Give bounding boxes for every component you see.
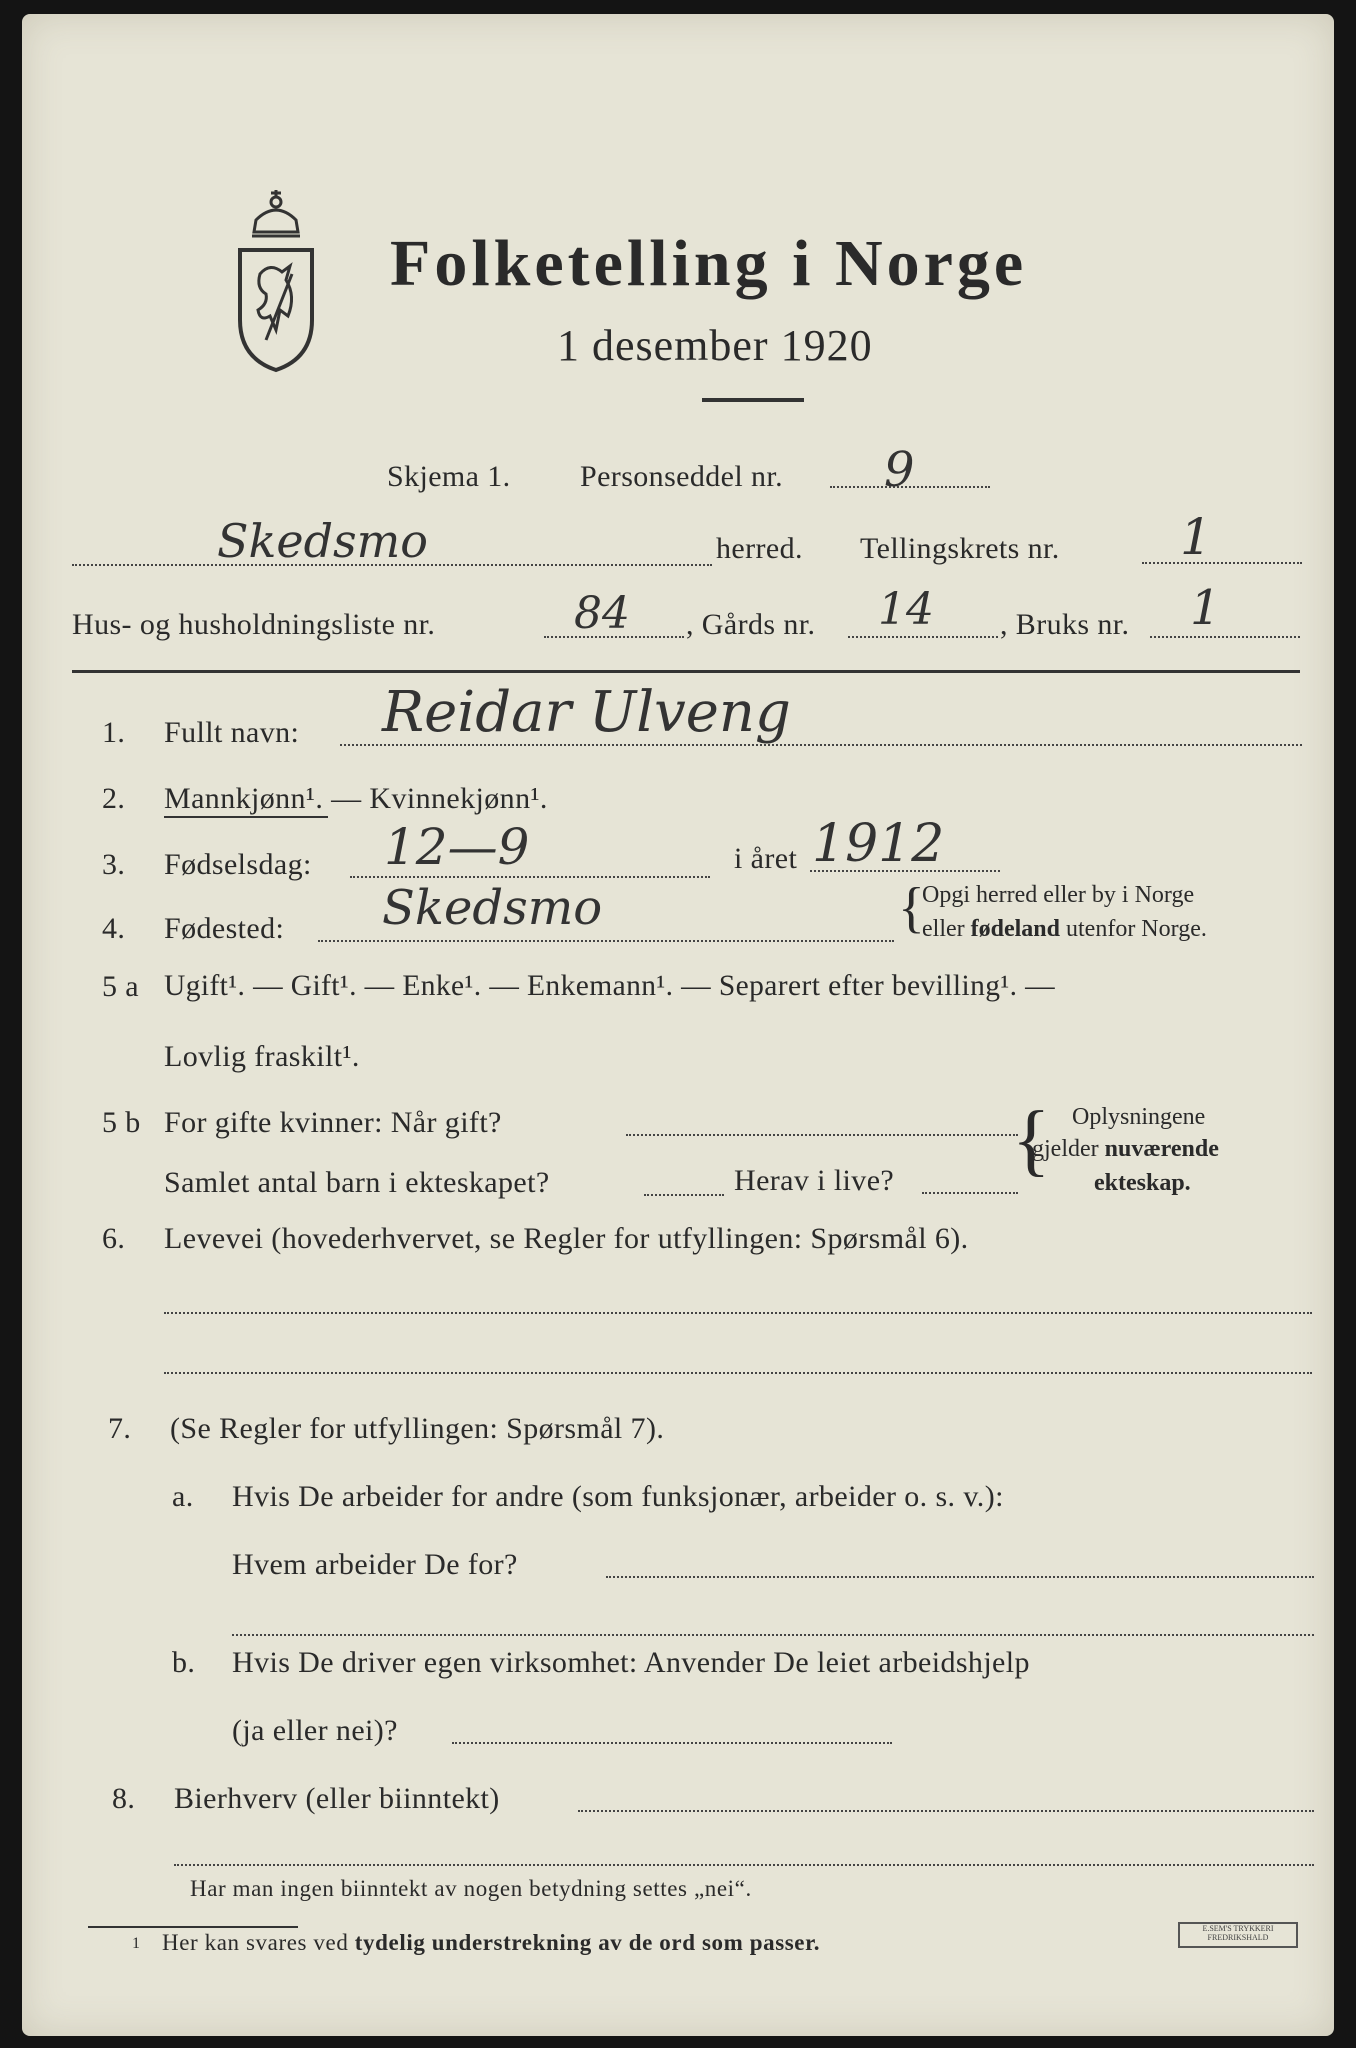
q7b-answer-label: (ja eller nei)? <box>232 1714 398 1747</box>
q4-note-line1: Opgi herred eller by i Norge <box>922 882 1195 908</box>
bruks-value: 1 <box>1190 580 1221 636</box>
q5b-children-label: Samlet antal barn i ekteskapet? <box>164 1166 550 1199</box>
q6-line-2 <box>164 1372 1312 1374</box>
footnote-marker: 1 <box>132 1935 140 1952</box>
q6-line-1 <box>164 1312 1312 1314</box>
q5b-alive-line <box>922 1192 1018 1194</box>
q1-label: Fullt navn: <box>164 716 300 749</box>
husliste-label: Hus- og husholdningsliste nr. <box>72 608 436 641</box>
bruks-line <box>1150 636 1300 638</box>
footnote-rule <box>88 1926 298 1928</box>
gards-value: 14 <box>878 584 934 635</box>
q3-birth-year: 1912 <box>812 814 945 874</box>
q7-number: 7. <box>108 1412 132 1445</box>
herred-line <box>72 564 712 566</box>
personseddel-label: Personseddel nr. <box>580 460 784 493</box>
q2-underline <box>164 816 328 818</box>
q8-number: 8. <box>112 1782 136 1815</box>
herred-value: Skedsmo <box>217 514 428 568</box>
q7b-label: Hvis De driver egen virksomhet: Anvender De leiet arbeidshjelp <box>232 1646 1030 1679</box>
q7b-number: b. <box>172 1646 196 1679</box>
q3-birthdate: 12—9 <box>384 818 530 876</box>
q7-label: (Se Regler for utfyllingen: Spørsmål 7). <box>170 1412 665 1445</box>
q5b-note-line2: gjelder nuværende <box>1032 1136 1219 1162</box>
q7a-employer-line <box>606 1576 1314 1578</box>
q5a-number: 5 a <box>102 970 140 1003</box>
form-date: 1 desember 1920 <box>557 321 873 370</box>
q3-number: 3. <box>102 848 126 881</box>
q3-line <box>350 876 710 878</box>
q3-label: Fødselsdag: <box>164 848 312 881</box>
herred-label: herred. <box>716 532 803 565</box>
form-title: Folketelling i Norge <box>390 227 1028 300</box>
q5b-married-line <box>626 1134 1018 1136</box>
q4-number: 4. <box>102 912 126 945</box>
q8-line-1 <box>578 1810 1314 1812</box>
q6-number: 6. <box>102 1222 126 1255</box>
q5b-label: For gifte kvinner: Når gift? <box>164 1106 502 1139</box>
q5b-note-line3: ekteskap. <box>1094 1170 1191 1196</box>
husliste-value: 84 <box>574 588 630 639</box>
q2-number: 2. <box>102 782 126 815</box>
header-divider <box>72 670 1300 673</box>
q4-label: Fødested: <box>164 912 285 945</box>
q7a-employer-label: Hvem arbeider De for? <box>232 1548 518 1581</box>
footnote-text: Her kan svares ved tydelig understrekning av de ord som passer. <box>162 1930 821 1955</box>
tellingskrets-line <box>1142 562 1302 564</box>
printer-stamp <box>1178 1922 1298 1948</box>
skjema-label: Skjema 1. <box>387 460 511 493</box>
q1-number: 1. <box>102 716 126 749</box>
title-divider <box>702 398 804 402</box>
tellingskrets-value: 1 <box>1180 508 1212 566</box>
q8-line-2 <box>174 1864 1314 1866</box>
q5b-alive-label: Herav i live? <box>734 1164 895 1197</box>
q5b-number: 5 b <box>102 1106 141 1139</box>
q4-brace: { <box>898 877 925 939</box>
q5b-children-line <box>644 1194 724 1196</box>
tellingskrets-label: Tellingskrets nr. <box>860 532 1060 565</box>
census-form-page <box>22 14 1334 2036</box>
q4-birthplace: Skedsmo <box>382 880 603 936</box>
q4-note-line2: eller fødeland utenfor Norge. <box>922 916 1207 942</box>
q8-label: Bierhverv (eller biinntekt) <box>174 1782 500 1815</box>
q5b-brace: { <box>1012 1096 1051 1184</box>
personseddel-value: 9 <box>884 442 915 498</box>
q5a-label-line2: Lovlig fraskilt¹. <box>164 1040 360 1073</box>
q5b-note-line1: Oplysningene <box>1072 1104 1206 1130</box>
bruks-label: , Bruks nr. <box>1000 608 1130 641</box>
printer-stamp-line2: FREDRIKSHALD <box>1207 1933 1269 1942</box>
q4-line <box>318 940 894 942</box>
coat-of-arms-icon <box>226 170 326 380</box>
q8-note: Har man ingen biinntekt av nogen betydning settes „nei“. <box>190 1876 752 1901</box>
q7a-line-2 <box>232 1634 1314 1636</box>
q7a-label: Hvis De arbeider for andre (som funksjonær, arbeider o. s. v.): <box>232 1480 1004 1513</box>
q5a-label: Ugift¹. — Gift¹. — Enke¹. — Enkemann¹. — Separert efter bevilling¹. — <box>164 970 1056 1002</box>
printer-stamp-line1: E.SEM'S TRYKKERI <box>1202 1924 1274 1933</box>
q2-label: Mannkjønn¹. — Kvinnekjønn¹. <box>164 782 548 815</box>
gards-line <box>848 636 998 638</box>
q7b-answer-line <box>452 1742 892 1744</box>
q1-full-name: Reidar Ulveng <box>382 680 791 745</box>
q3-year-label: i året <box>734 842 798 875</box>
q6-label: Levevei (hovederhvervet, se Regler for utfyllingen: Spørsmål 6). <box>164 1222 969 1255</box>
gards-label: , Gårds nr. <box>686 608 816 641</box>
q7a-number: a. <box>172 1480 194 1513</box>
